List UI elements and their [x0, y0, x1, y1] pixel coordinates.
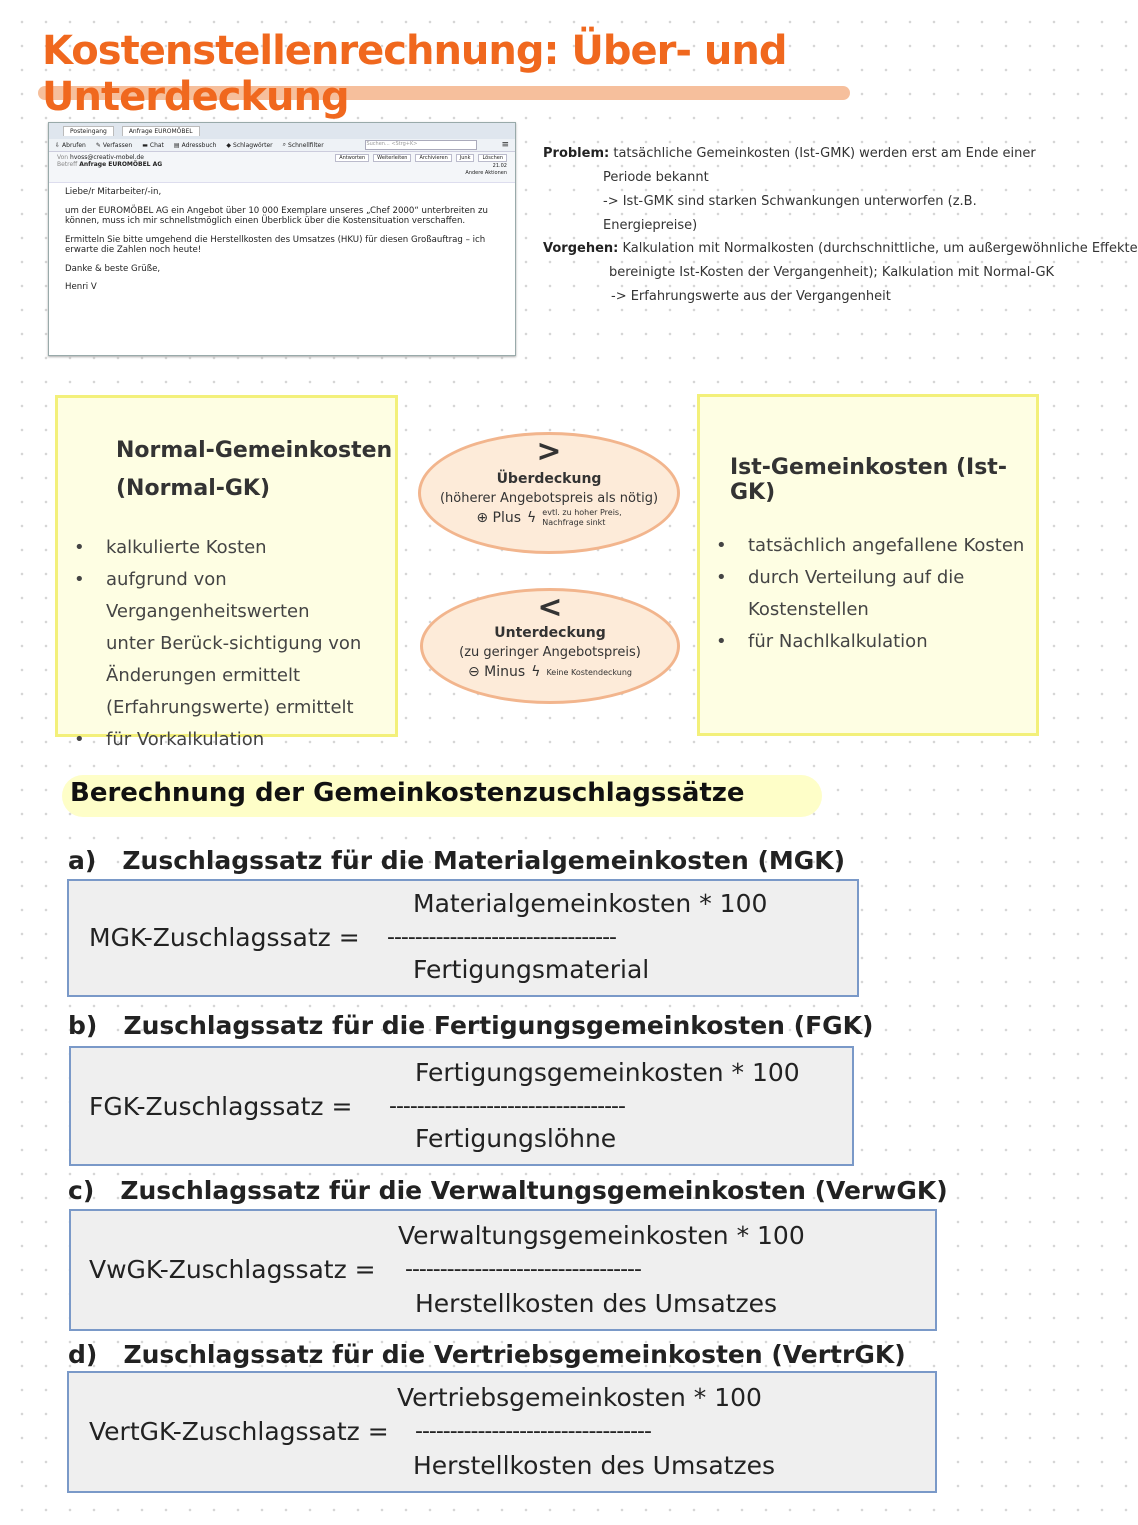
- normal-gk-box: [55, 395, 398, 750]
- search-input[interactable]: Suchen... <Strg+K>: [365, 140, 477, 150]
- email-header: [49, 152, 515, 183]
- section-b-title: b) Zuschlagssatz für die Fertigungsgemeinkosten (FGK): [68, 1011, 874, 1040]
- lightning-icon: ϟ: [531, 664, 541, 680]
- bullet-icon: •: [74, 537, 85, 558]
- email-actions: [335, 154, 507, 162]
- bullet-icon: •: [716, 567, 727, 588]
- formula-box-vertgk: [67, 1371, 937, 1493]
- problem-line3: -> Ist-GMK sind starken Schwankungen unterworfen (z.B. Energiepreise): [603, 194, 977, 233]
- schnellfilter-label: Schnellfilter: [288, 141, 324, 149]
- vorgehen-line3: -> Erfahrungswerte aus der Vergangenheit: [611, 289, 891, 304]
- junk-button[interactable]: Junk: [456, 154, 475, 162]
- list-item: • für Nachlkalkulation: [748, 626, 1038, 658]
- ueber-note2: Nachfrage sinkt: [542, 518, 606, 527]
- list-item: • für Vorkalkulation: [106, 724, 396, 756]
- ist-gk-box: [697, 394, 1039, 736]
- problem-line2: Periode bekannt: [603, 170, 709, 185]
- unterdeckung-desc: (zu geringer Angebotspreis): [459, 645, 641, 660]
- mgk-denominator: Fertigungsmaterial: [413, 955, 650, 984]
- mgk-numerator: Materialgemeinkosten * 100: [413, 889, 768, 918]
- from-address[interactable]: hvoss@creativ-mobel.de: [70, 154, 144, 161]
- email-body: [49, 183, 515, 305]
- formula-box-vwgk: [69, 1209, 937, 1331]
- fgk-fraction-line: ----------------------------------: [389, 1094, 625, 1119]
- ueberdeckung-title: Überdeckung: [496, 471, 602, 487]
- problem-block: [543, 142, 1063, 238]
- mgk-fraction-line: ---------------------------------: [387, 925, 616, 950]
- tab-anfrage[interactable]: Anfrage EUROMÖBEL: [122, 126, 200, 136]
- email-signature: Henri V: [65, 282, 97, 292]
- delete-button[interactable]: Löschen: [478, 154, 507, 162]
- normal-gk-list: [74, 532, 396, 756]
- filter-icon: ⌕: [282, 141, 287, 148]
- vorgehen-label: Vorgehen:: [543, 241, 619, 256]
- less-than-icon: <: [537, 590, 563, 625]
- verfassen-label: Verfassen: [102, 141, 133, 149]
- ist-gk-list: [716, 530, 1038, 658]
- forward-button[interactable]: Weiterleiten: [373, 154, 411, 162]
- vwgk-label: VwGK-Zuschlagssatz =: [89, 1255, 376, 1284]
- tag-icon: ◆: [226, 141, 232, 149]
- adressbuch-button[interactable]: [174, 142, 216, 149]
- formula-box-fgk: [69, 1046, 854, 1166]
- book-icon: ▤: [173, 141, 180, 149]
- greater-than-icon: >: [536, 434, 562, 469]
- list-item: • durch Verteilung auf die Kostenstellen: [748, 562, 1038, 626]
- list-item: • tatsächlich angefallene Kosten: [748, 530, 1038, 562]
- ueber-note1: evtl. zu hoher Preis,: [542, 508, 622, 517]
- tab-posteingang[interactable]: Posteingang: [63, 126, 114, 136]
- vwgk-denominator: Herstellkosten des Umsatzes: [415, 1289, 777, 1318]
- adressbuch-label: Adressbuch: [181, 141, 217, 149]
- normal-gk-heading1: Normal-Gemeinkosten: [116, 438, 393, 463]
- plus-label: ⊕ Plus: [476, 510, 522, 526]
- problem-label: Problem:: [543, 146, 610, 161]
- email-toolbar: [49, 139, 515, 152]
- reply-button[interactable]: Antworten: [335, 154, 369, 162]
- menu-icon[interactable]: ≡: [501, 140, 509, 150]
- vorgehen-line1: Kalkulation mit Normalkosten (durchschnittliche, um außergewöhnliche Effekte: [622, 241, 1138, 256]
- vorgehen-line2: bereinigte Ist-Kosten der Vergangenheit); Kalkulation mit Normal-GK: [609, 265, 1055, 280]
- section-a-title: a) Zuschlagssatz für die Materialgemeinkosten (MGK): [68, 846, 846, 875]
- bullet-icon: •: [716, 535, 727, 556]
- bullet-icon: •: [74, 569, 85, 590]
- list-item: • kalkulierte Kosten: [106, 532, 396, 564]
- lightning-icon: ϟ: [527, 510, 537, 526]
- ueberdeckung-desc: (höherer Angebotspreis als nötig): [439, 491, 659, 506]
- subject: Anfrage EUROMÖBEL AG: [79, 161, 163, 168]
- normal-gk-heading2: (Normal-GK): [116, 476, 271, 501]
- page-title: Kostenstellenrechnung: Über- und Unterdeckung: [42, 28, 787, 120]
- list-item: (Erfahrungswerte) ermittelt: [106, 697, 354, 718]
- email-screenshot: [48, 122, 516, 356]
- chat-label: Chat: [149, 141, 164, 149]
- unterdeckung-oval: [420, 588, 680, 704]
- vertgk-numerator: Vertriebsgemeinkosten * 100: [397, 1383, 762, 1412]
- abrufen-label: Abrufen: [62, 141, 86, 149]
- email-greeting: Liebe/r Mitarbeiter/-in,: [65, 187, 162, 197]
- schlagwoerter-button[interactable]: [226, 142, 272, 149]
- chat-button[interactable]: [142, 142, 164, 149]
- section-d-title: d) Zuschlagssatz für die Vertriebsgemeinkosten (VertrGK): [68, 1340, 906, 1369]
- section-c-title: c) Zuschlagssatz für die Verwaltungsgemeinkosten (VerwGK): [68, 1176, 948, 1205]
- mgk-label: MGK-Zuschlagssatz =: [89, 923, 360, 952]
- fgk-label: FGK-Zuschlagssatz =: [89, 1092, 353, 1121]
- pencil-icon: ✎: [95, 141, 101, 149]
- from-label: Von: [57, 154, 69, 161]
- bullet-icon: •: [716, 631, 727, 652]
- email-date: 21.02: [492, 163, 507, 169]
- email-closing: Danke & beste Grüße,: [65, 263, 161, 274]
- vertgk-label: VertGK-Zuschlagssatz =: [89, 1417, 389, 1446]
- verfassen-button[interactable]: [96, 142, 132, 149]
- fgk-numerator: Fertigungsgemeinkosten * 100: [415, 1058, 800, 1087]
- formula-box-mgk: [67, 879, 859, 997]
- fgk-denominator: Fertigungslöhne: [415, 1124, 617, 1153]
- subject-label: Betreff: [57, 161, 78, 168]
- email-para1: um der EUROMÖBEL AG ein Angebot über 10 000 Exemplare unseres „Chef 2000“ unterbreiten zu können, muss ich mir schnellstmöglich einen Überblick über die Kostensituation verschaffen.: [65, 205, 488, 226]
- unter-note: Keine Kostendeckung: [546, 667, 633, 677]
- download-icon: ⇩: [55, 141, 61, 149]
- list-item: • aufgrund von Vergangenheitswerten: [106, 564, 396, 628]
- problem-line1: tatsächliche Gemeinkosten (Ist-GMK) werden erst am Ende einer: [613, 146, 1036, 161]
- bullet-icon: •: [74, 729, 85, 750]
- minus-label: ⊖ Minus: [467, 664, 526, 680]
- schnellfilter-button[interactable]: [283, 141, 324, 149]
- more-actions[interactable]: Andere Aktionen: [465, 170, 507, 176]
- email-para2: Ermitteln Sie bitte umgehend die Herstellkosten des Umsatzes (HKU) für diesen Großauftrag – ich erwarte die Zahlen noch heute!: [65, 234, 486, 255]
- abrufen-button[interactable]: [55, 142, 86, 149]
- vwgk-fraction-line: ----------------------------------: [405, 1257, 641, 1282]
- ueberdeckung-oval: [418, 432, 680, 554]
- vorgehen-block: [543, 237, 1138, 309]
- list-item: Änderungen ermittelt: [106, 665, 301, 686]
- schlagwoerter-label: Schlagwörter: [233, 141, 273, 149]
- ist-gk-heading: Ist-Gemeinkosten (Ist-GK): [730, 455, 1007, 505]
- archive-button[interactable]: Archivieren: [415, 154, 451, 162]
- berechnung-heading: Berechnung der Gemeinkostenzuschlagssätze: [70, 778, 745, 808]
- email-tabs: [49, 123, 515, 139]
- vertgk-fraction-line: ----------------------------------: [415, 1419, 651, 1444]
- chat-icon: ▬: [142, 141, 148, 149]
- unterdeckung-title: Unterdeckung: [494, 625, 606, 641]
- vwgk-numerator: Verwaltungsgemeinkosten * 100: [398, 1221, 805, 1250]
- vertgk-denominator: Herstellkosten des Umsatzes: [413, 1451, 775, 1480]
- list-item: unter Berück-sichtigung von: [106, 633, 362, 654]
